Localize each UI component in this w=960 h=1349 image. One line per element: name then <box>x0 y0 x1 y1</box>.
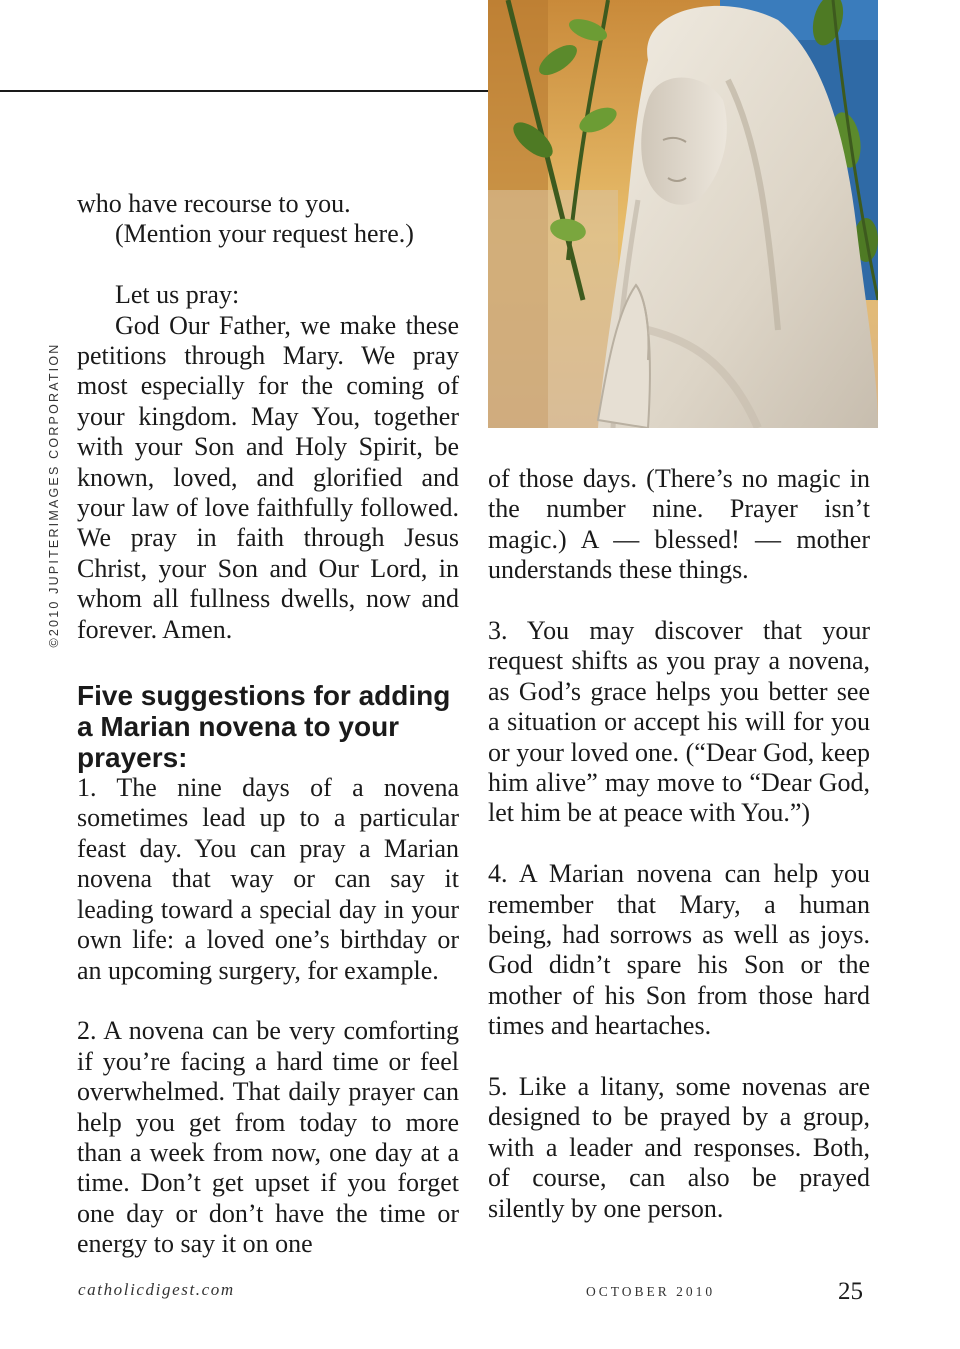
suggestion-2-continued: of those days. (There’s no magic in the number nine. Prayer isn’t magic.) A — blessed! — mother understands these things. <box>488 464 870 585</box>
suggestion-2: 2. A novena can be very comforting if you’re facing a hard time or feel overwhelmed. That daily prayer can help you get from today to more than a week from now, one day at a time. Don’t get upset if you forget one day or don’t have the time or energy to say it on one <box>77 1016 459 1259</box>
suggestion-4: 4. A Marian novena can help you remember that Mary, a human being, had sorrows as well as joys. God didn’t spare his Son or the mother of his Son from those hard times and heartaches. <box>488 859 870 1041</box>
paragraph: (Mention your request here.) <box>115 219 414 249</box>
prayer-paragraph: God Our Father, we make these petitions through Mary. We pray most especially for the coming of your kingdom. May You, together with your Son and Holy Spirit, be known, loved, and glorified and your law of love faithfully followed. We pray in faith through Jesus Christ, your Son and Our Lord, in whom all fullness dwells, now and forever. Amen. <box>77 310 459 644</box>
left-column <box>77 189 459 1260</box>
top-rule <box>0 90 488 92</box>
photo-credit: ©2010 JUPITERIMAGES CORPORATION <box>47 342 61 648</box>
mary-statue-photo <box>488 0 878 428</box>
footer-date: OCTOBER 2010 <box>586 1284 716 1299</box>
page-number: 25 <box>838 1278 863 1305</box>
right-column <box>488 464 870 1224</box>
footer-website: catholicdigest.com <box>78 1280 235 1299</box>
paragraph: who have recourse to you. <box>77 189 351 218</box>
paragraph: Let us pray: <box>115 280 240 310</box>
suggestion-3: 3. You may discover that your request shifts as you pray a novena, as God’s grace helps you better see a situation or accept his will for you or your loved one. (“Dear God, keep him alive” may move to “Dear God, let him be at peace with You.”) <box>488 616 870 828</box>
suggestion-1: 1. The nine days of a novena sometimes lead up to a particular feast day. You can pray a Marian novena that way or can say it leading toward a special day in your own life: a loved one’s birthday or an upcoming surgery, for example. <box>77 773 459 985</box>
section-heading: Five suggestions for adding a Marian novena to your prayers: <box>77 680 451 774</box>
suggestion-5: 5. Like a litany, some novenas are designed to be prayed by a group, with a leader and responses. Both, of course, can also be prayed silently by one person. <box>488 1072 870 1223</box>
